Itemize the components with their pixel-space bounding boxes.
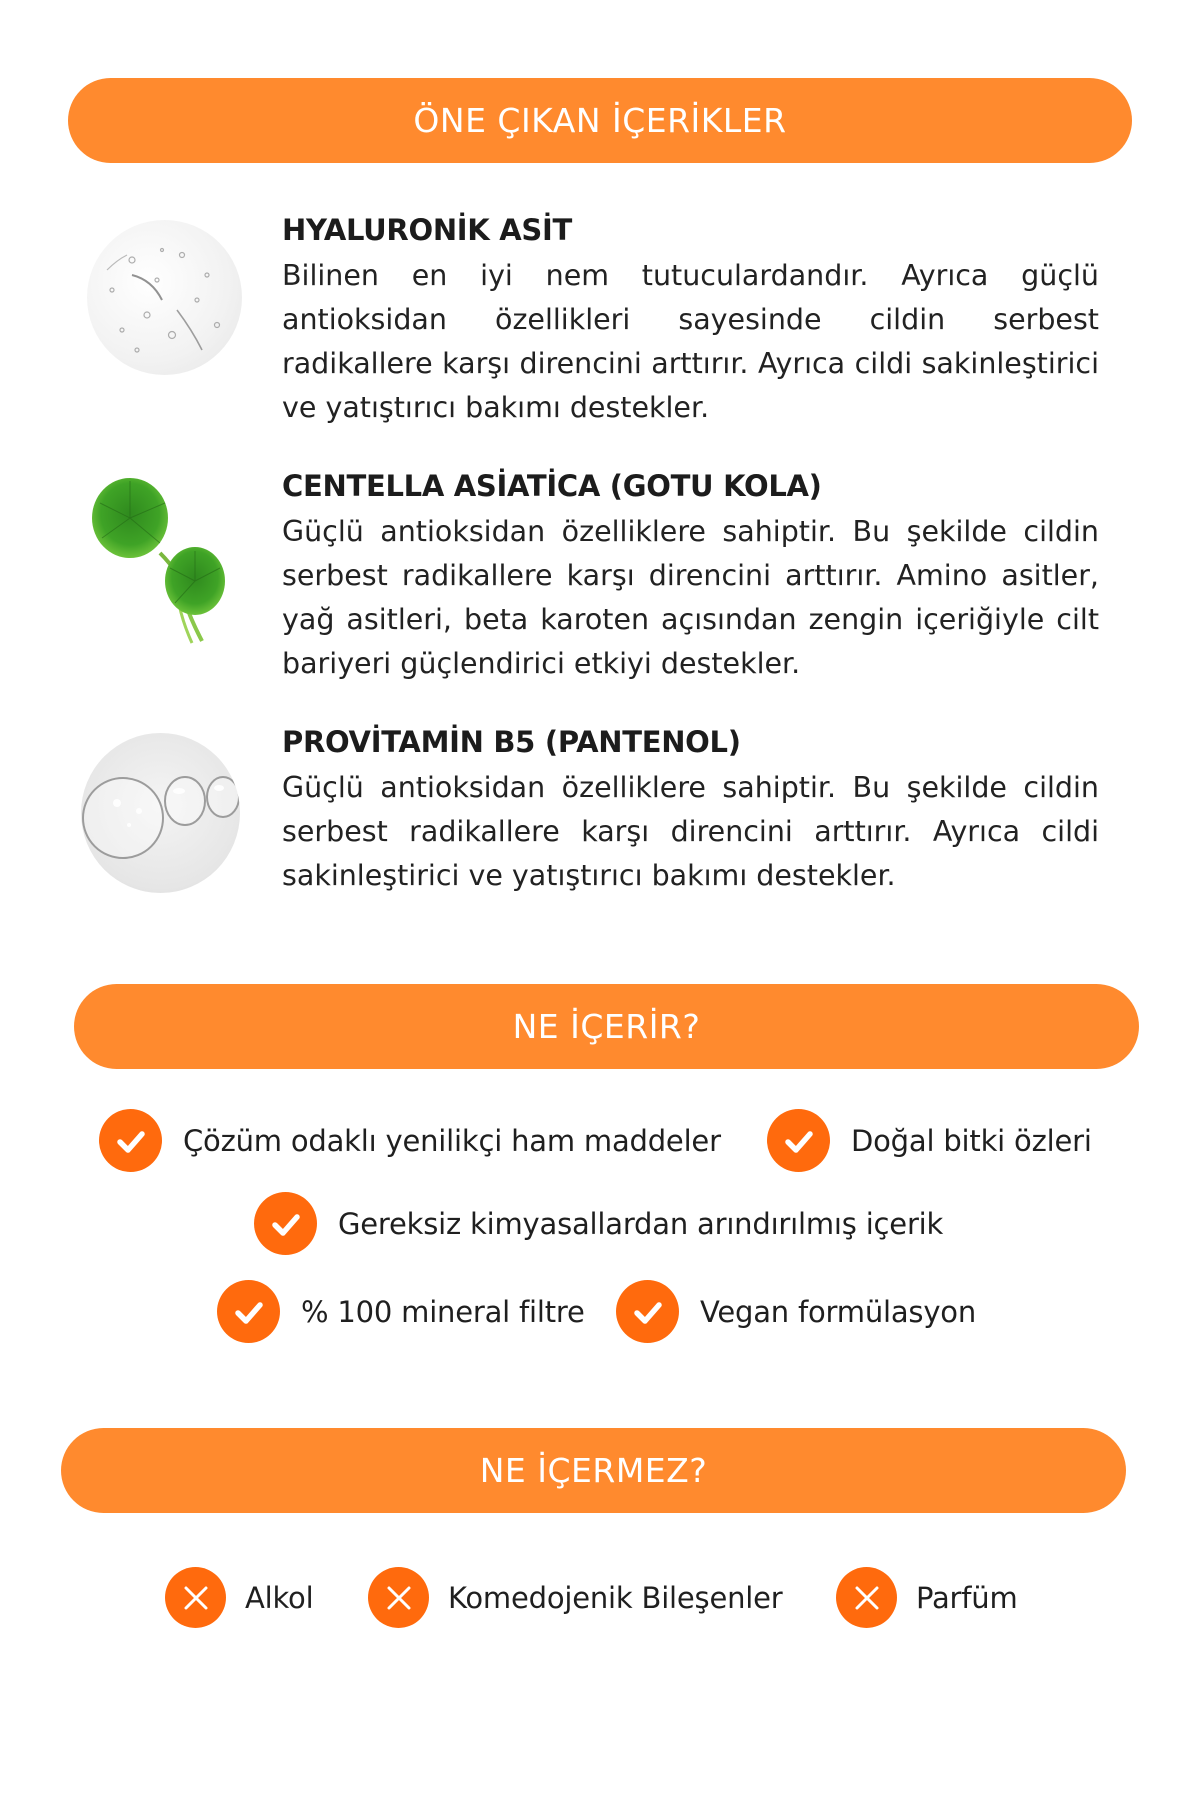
contains-item xyxy=(616,1280,976,1343)
x-icon xyxy=(165,1567,226,1628)
contains-item-label: Çözüm odaklı yenilikçi ham maddeler xyxy=(183,1123,721,1158)
ingredient-title: HYALURONİK ASİT xyxy=(282,213,572,247)
excludes-banner xyxy=(61,1428,1126,1513)
excludes-item xyxy=(836,1567,1018,1628)
excludes-item xyxy=(165,1567,313,1628)
contains-banner xyxy=(74,984,1139,1069)
excludes-title: NE İÇERMEZ? xyxy=(479,1451,708,1490)
check-icon xyxy=(254,1192,317,1255)
check-icon xyxy=(616,1280,679,1343)
ingredient-title: PROVİTAMİN B5 (PANTENOL) xyxy=(282,725,741,759)
ingredient-description: Bilinen en iyi nem tutuculardandır. Ayrıca güçlü antioksidan özellikleri sayesinde cildin serbest radikallere karşı direncini arttırır. Ayrıca cildi sakinleştirici ve yatıştırıcı bakımı destekler. xyxy=(282,259,1099,424)
x-icon xyxy=(368,1567,429,1628)
excludes-item-label: Komedojenik Bileşenler xyxy=(448,1580,783,1615)
ingredient-description: Güçlü antioksidan özelliklere sahiptir. Bu şekilde cildin serbest radikallere karşı direncini arttırır. Ayrıca cildi sakinleştirici ve yatıştırıcı bakımı destekler. xyxy=(282,771,1099,892)
check-icon xyxy=(767,1109,830,1172)
featured-ingredients-banner xyxy=(68,78,1132,163)
contains-item-label: Vegan formülasyon xyxy=(700,1294,977,1329)
centella-leaf-image xyxy=(80,463,260,663)
ingredient-title: CENTELLA ASİATİCA (GOTU KOLA) xyxy=(282,469,822,503)
ingredient-description: Güçlü antioksidan özelliklere sahiptir. Bu şekilde cildin serbest radikallere karşı direncini arttırır. Amino asitler, yağ asitleri, beta karoten açısından zengin içeriğiyle cilt bariyeri güçlendirici etkiyi destekler. xyxy=(282,515,1099,680)
excludes-item xyxy=(368,1567,783,1628)
check-icon xyxy=(217,1280,280,1343)
contains-title: NE İÇERİR? xyxy=(512,1007,701,1046)
contains-item-label: % 100 mineral filtre xyxy=(301,1294,585,1329)
excludes-item-label: Parfüm xyxy=(916,1580,1018,1615)
check-icon xyxy=(99,1109,162,1172)
contains-item xyxy=(254,1192,943,1255)
gel-texture-image xyxy=(87,220,242,375)
contains-item-label: Gereksiz kimyasallardan arındırılmış içerik xyxy=(338,1206,944,1241)
x-icon xyxy=(836,1567,897,1628)
serum-drops-image xyxy=(81,733,240,893)
contains-item-label: Doğal bitki özleri xyxy=(851,1123,1092,1158)
contains-item xyxy=(217,1280,585,1343)
contains-item xyxy=(767,1109,1092,1172)
contains-item xyxy=(99,1109,721,1172)
excludes-item-label: Alkol xyxy=(245,1580,314,1615)
featured-ingredients-title: ÖNE ÇIKAN İÇERİKLER xyxy=(413,101,787,140)
